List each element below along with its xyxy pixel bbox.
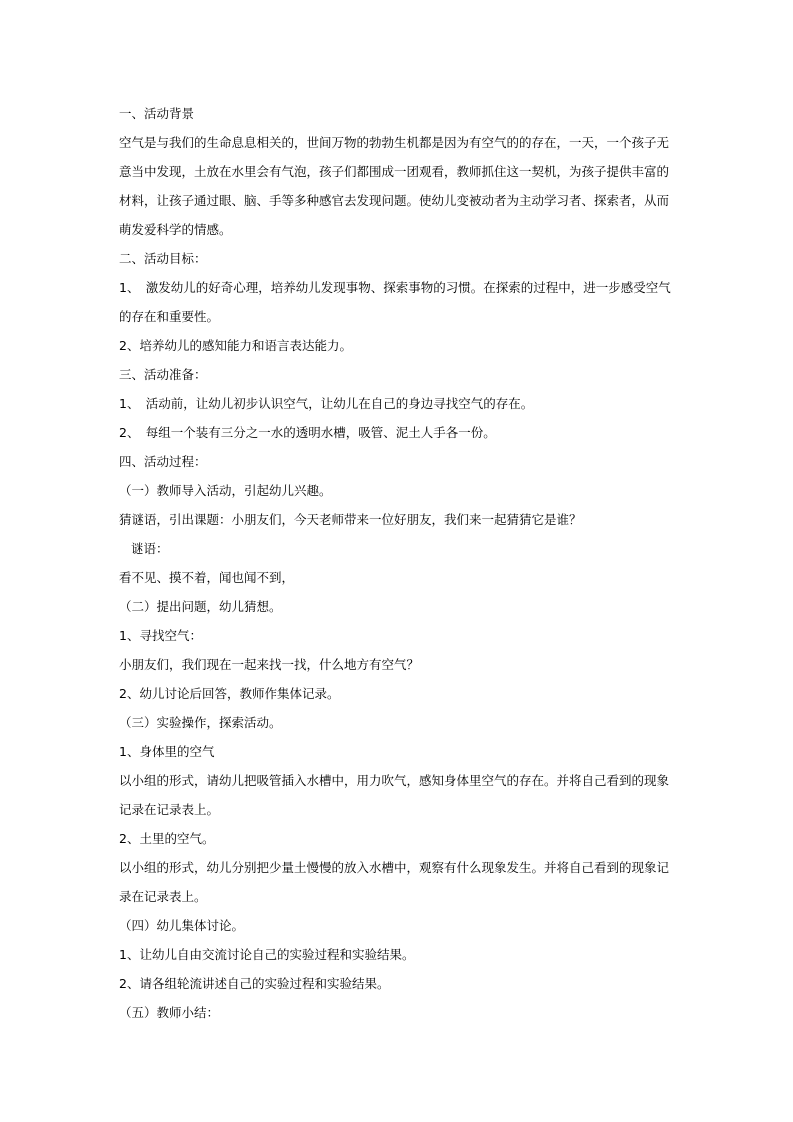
section-heading-goals: 二、活动目标： — [119, 251, 207, 266]
process-step-3-heading: （三）实验操作，探索活动。 — [119, 715, 282, 730]
riddle-label: 谜语： — [131, 541, 169, 556]
discussion-item-2: 2、请各组轮流讲述自己的实验过程和实验结果。 — [119, 976, 390, 991]
goal-item-1: 1、 激发幼儿的好奇心理，培养幼儿发现事物、探索事物的习惯。在探索的过程中，进一步感受空气的存在和重要性。 — [119, 280, 671, 324]
body-air-heading: 1、身体里的空气 — [119, 744, 215, 759]
discussion-item-1: 1、让幼儿自由交流讨论自己的实验过程和实验结果。 — [119, 947, 415, 962]
process-step-1-heading: （一）教师导入活动，引起幼儿兴趣。 — [119, 483, 332, 498]
background-paragraph: 空气是与我们的生命息息相关的，世间万物的勃勃生机都是因为有空气的的存在，一天，一个孩子无意当中发现，土放在水里会有气泡，孩子们都围成一团观看，教师抓住这一契机，为孩子提供丰富的材料，让孩子通过眼、脑、手等多种感官去发现问题。使幼儿变被动者为主动学习者、探索者，从而萌发爱科学的情感。 — [119, 135, 670, 237]
section-heading-process: 四、活动过程： — [119, 454, 207, 469]
riddle-intro: 猜谜语，引出课题：小朋友们，今天老师带来一位好朋友，我们来一起猜猜它是谁？ — [119, 512, 582, 527]
riddle-text: 看不见、摸不着，闻也闻不到， — [119, 570, 295, 585]
soil-air-heading: 2、土里的空气。 — [119, 831, 215, 846]
soil-air-paragraph: 以小组的形式，幼儿分别把少量土慢慢的放入水槽中，观察有什么现象发生。并将自己看到的现象记录在记录表上。 — [119, 860, 670, 904]
process-step-4-heading: （四）幼儿集体讨论。 — [119, 918, 245, 933]
preparation-item-1: 1、 活动前，让幼儿初步认识空气，让幼儿在自己的身边寻找空气的存在。 — [119, 396, 534, 411]
find-air-question: 小朋友们，我们现在一起来找一找，什么地方有空气？ — [119, 657, 420, 672]
body-air-paragraph: 以小组的形式，请幼儿把吸管插入水槽中，用力吹气，感知身体里空气的存在。并将自己看到的现象记录在记录表上。 — [119, 773, 670, 817]
document-body — [119, 99, 679, 1027]
discussion-record: 2、幼儿讨论后回答，教师作集体记录。 — [119, 686, 340, 701]
preparation-item-2: 2、 每组一个装有三分之一水的透明水槽，吸管、泥土人手各一份。 — [119, 425, 496, 440]
goal-item-2: 2、培养幼儿的感知能力和语言表达能力。 — [119, 338, 352, 353]
section-heading-preparation: 三、活动准备： — [119, 367, 207, 382]
process-step-2-heading: （二）提出问题，幼儿猜想。 — [119, 599, 282, 614]
find-air-heading: 1、寻找空气： — [119, 628, 202, 643]
section-heading-background: 一、活动背景 — [119, 106, 195, 121]
process-step-5-heading: （五）教师小结： — [119, 1005, 220, 1020]
